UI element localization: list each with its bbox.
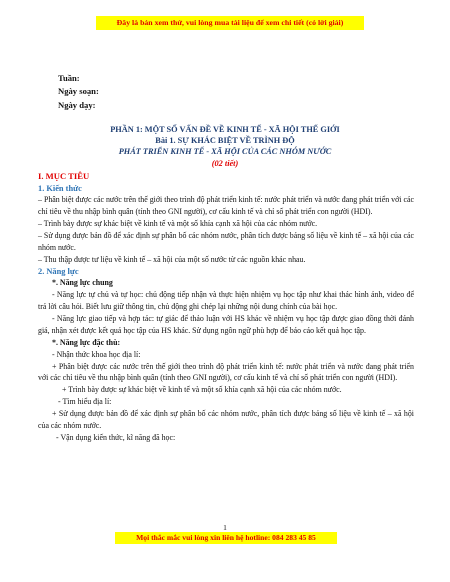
- general-competence-item: - Năng lực tự chủ và tự học: chủ động tiếp nhận và thực hiện nhiệm vụ học tập như khai thác hình ảnh, video để trả lời câu hỏi. Biết lưu giữ thông tin, chủ động ghi chép lại những nội dung chính của bài học.: [38, 290, 414, 312]
- lesson-title: Bài 1. SỰ KHÁC BIỆT VỀ TRÌNH ĐỘ: [155, 136, 295, 146]
- meta-teaching-date: Ngày dạy:: [58, 99, 96, 110]
- specific-competence-item: + Phân biệt được các nước trên thế giới theo trình độ phát triển kinh tế: nước phát triển và nước đang phát triển với các chỉ tiêu về thu nhập bình quân (tính theo GNI người), cơ cấu kinh tế và chỉ số phát triển con người (HDI).: [38, 361, 414, 383]
- specific-competence-item: + Trình bày được sự khác biệt về kinh tế và một số khía cạnh xã hội của các nhóm nước.: [62, 385, 342, 395]
- lesson-meta: [58, 72, 99, 112]
- knowledge-heading: 1. Kiến thức: [38, 183, 82, 193]
- page-number: 1: [223, 523, 227, 532]
- preview-notice-banner: Đây là bản xem thử, vui lòng mua tài liệu để xem chi tiết (có lời giải): [96, 16, 364, 30]
- part-title: PHẦN 1: MỘT SỐ VẤN ĐỀ VỀ KINH TẾ - XÃ HỘI THẾ GIỚI: [110, 125, 340, 134]
- specific-competence-item: - Vận dụng kiến thức, kĩ năng đã học:: [56, 433, 176, 442]
- lesson-subtitle: PHÁT TRIỂN KINH TẾ - XÃ HỘI CỦA CÁC NHÓM NƯỚC: [118, 147, 332, 157]
- general-competence-item: - Năng lực giao tiếp và hợp tác: tự giác để thảo luận với HS khác về nhiệm vụ học tập được giao đồng thời đánh giá, nhận xét được kết quả học tập của HS khác. Sử dụng ngôn ngữ phù hợp để báo cáo kết quả học tập.: [38, 313, 414, 335]
- hotline-footer-banner: Mọi thắc mắc vui lòng xin liên hệ hotline: 084 283 45 85: [115, 532, 337, 544]
- knowledge-item: – Phân biệt được các nước trên thế giới theo trình độ phát triển kinh tế: nước phát triển và nước đang phát triển với các chỉ tiêu về thu nhập bình quân (tính theo GNI người), cơ cấu kinh tế và chỉ số phát triển con người (HDI).: [38, 195, 414, 217]
- meta-week: Tuần:: [58, 73, 80, 83]
- specific-competence-item: + Sử dụng được bản đồ để xác định sự phân bố các nhóm nước, phân tích được bảng số liệu về kinh tế – xã hội của các nhóm nước.: [38, 409, 414, 431]
- knowledge-item: – Trình bày được sự khác biệt về kinh tế và một số khía cạnh xã hội của các nhóm nước.: [38, 219, 318, 228]
- meta-prepared-date: Ngày soạn:: [58, 86, 99, 97]
- specific-competence-heading: *. Năng lực đặc thù:: [52, 337, 121, 347]
- section-heading: I. MỤC TIÊU: [38, 171, 90, 181]
- knowledge-item: – Sử dụng được bản đồ để xác định sự phân bố các nhóm nước, phân tích được bảng số liệu về kinh tế – xã hội của các nhóm nước.: [38, 230, 414, 252]
- specific-competence-item: - Tìm hiểu địa lí:: [58, 397, 112, 407]
- lesson-titles: [0, 124, 450, 169]
- competence-heading: 2. Năng lực: [38, 266, 79, 276]
- specific-competence-item: - Nhận thức khoa học địa lí:: [52, 349, 141, 359]
- knowledge-item: – Thu thập được tư liệu về kinh tế – xã hội của một số nước từ các nguồn khác nhau.: [38, 254, 306, 264]
- lesson-duration: (02 tiết): [211, 158, 239, 168]
- document-body: [38, 171, 414, 444]
- general-competence-heading: *. Năng lực chung: [52, 278, 113, 288]
